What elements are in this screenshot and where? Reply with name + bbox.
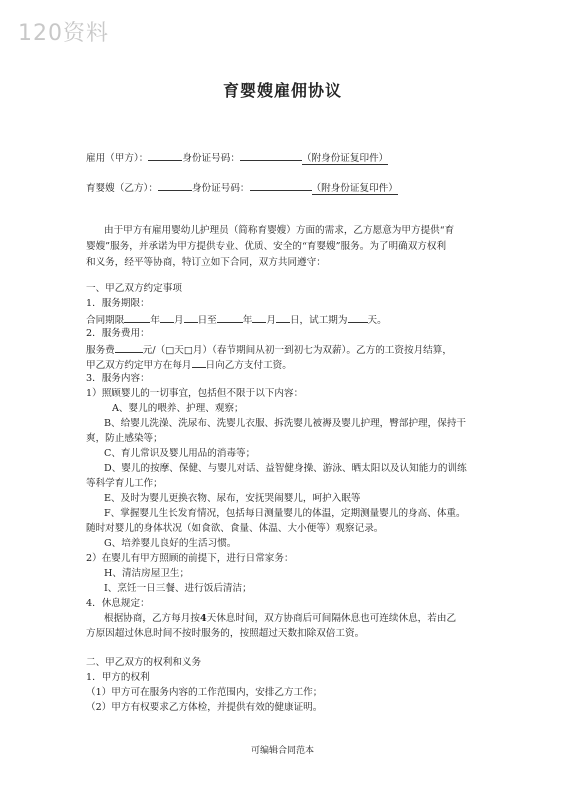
fee-blank-day — [192, 357, 206, 368]
content-item-g: G、培养婴儿良好的生活习惯。 — [104, 538, 237, 549]
term-text-c: 月 — [173, 315, 184, 326]
term-blank-day-start — [184, 312, 198, 323]
term-text-f: 月 — [266, 315, 276, 326]
page-footer: 可编辑合同范本 — [250, 746, 314, 756]
content-item-e: E、及时为婴儿更换衣物、尿布，安抚哭闹婴儿，呵护入眠等 — [104, 493, 361, 504]
content-item-d-line-1: D、婴儿的按摩、保健、与婴儿对话、益智健身操、游泳、晒太阳以及认知能力的训练 — [104, 463, 467, 474]
content-item-c: C、育儿常识及婴儿用品的消毒等； — [104, 448, 256, 459]
rest-line-2: 方原因超过休息时间不按时服务的，按照超过天数扣除双倍工资。 — [86, 628, 365, 639]
party-b-line — [86, 180, 398, 195]
fee-text-b: 元/（□天□月）（春节期间从初一到初七为双薪）。乙方的工资按月结算， — [142, 345, 452, 356]
rest-text-a: 根据协商，乙方每月按 — [104, 613, 200, 624]
party-b-id-note: （附身份证复印件） — [311, 183, 398, 194]
party-a-line — [86, 150, 388, 165]
party-a-id-label: 身份证号码： — [182, 153, 240, 164]
intro-line-3: 和义务，经平等协商，特订立如下合同，双方共同遵守： — [86, 257, 326, 268]
term-text-h: 天。 — [367, 315, 387, 326]
term-text-b: 年 — [150, 315, 160, 326]
content-item-f-line-1: F、掌握婴儿生长发育情况，包括每日测量婴儿的体温，定期测量婴儿的身高、体重。 — [104, 508, 466, 519]
term-line — [86, 312, 387, 327]
party-b-label: 育婴嫂（乙方）： — [86, 183, 158, 194]
content-item-f-line-2: 随时对婴儿的身体状况（如食欲、食量、体温、大小便等）观察记录。 — [86, 523, 384, 534]
party-b-id-label: 身份证号码： — [191, 183, 250, 194]
term-blank-trial — [348, 312, 368, 323]
term-blank-month-start — [160, 312, 174, 323]
content-item-a: A、婴儿的喂养、护理、观察； — [112, 403, 244, 414]
content-item-i: I、烹饪一日三餐、进行饭后清洁； — [104, 583, 252, 594]
party-b-id-blank — [250, 180, 312, 191]
term-blank-year-start — [124, 312, 150, 323]
fee-blank-amount — [115, 342, 143, 353]
fee-line-1 — [86, 342, 452, 357]
fee-text-c: 甲乙双方约定甲方在每月 — [86, 360, 192, 371]
term-blank-month-end — [252, 312, 266, 323]
term-blank-day-end — [276, 312, 290, 323]
party-a-id-note: （附身份证复印件） — [301, 153, 389, 164]
term-text-a: 合同期限 — [86, 315, 125, 326]
content-p1: 1）照顾婴儿的一切事宜，包括但不限于以下内容： — [86, 388, 304, 399]
term-text-g: 日，试工期为 — [289, 315, 348, 326]
content-p2: 2）在婴儿有甲方照顾的前提下，进行日常家务： — [86, 553, 294, 564]
party-a-label: 雇用（甲方）： — [86, 153, 149, 164]
intro-line-1: 由于甲方有雇用婴幼儿护理员（简称育婴嫂）方面的需求，乙方愿意为甲方提供“育 — [104, 225, 455, 236]
term-blank-year-end — [217, 312, 243, 323]
term-text-e: 年 — [242, 315, 253, 326]
watermark: 120资料 — [18, 21, 109, 46]
intro-line-2: 婴嫂”服务，并承诺为甲方提供专业、优质、安全的“育婴嫂”服务。为了明确双方权利 — [86, 241, 447, 252]
term-heading: 1．服务期限： — [86, 298, 150, 309]
section2-heading: 二、甲乙双方的权利和义务 — [86, 657, 202, 668]
rest-heading: 4．休息规定： — [86, 598, 150, 609]
party-a-id-blank — [240, 150, 302, 161]
rest-text-b: 天休息时间，双方协商后可间隔休息也可连续休息，若由乙 — [206, 613, 457, 624]
fee-text-a: 服务费 — [86, 345, 115, 356]
content-item-b-line-1: B、给婴儿洗澡、洗尿布、洗婴儿衣服、拆洗婴儿被褥及婴儿护理，臀部护理，保持干 — [104, 418, 467, 429]
content-item-h: H、清洁房屋卫生； — [104, 568, 190, 579]
content-item-d-line-2: 等科学育儿工作； — [86, 478, 163, 489]
party-a-name-blank — [148, 150, 182, 161]
section2-right-1: （1）甲方可在服务内容的工作范围内，安排乙方工作； — [86, 687, 323, 698]
document-title: 育婴嫂雇佣协议 — [222, 81, 342, 100]
content-item-b-line-2: 爽，防止感染等； — [86, 433, 163, 444]
section2-sub: 1．甲方的权利 — [86, 672, 150, 683]
fee-line-2 — [86, 357, 292, 372]
rest-line-1 — [104, 612, 456, 625]
section2-right-2: （2）甲方有权要求乙方体检，并提供有效的健康证明。 — [86, 702, 323, 713]
section1-heading: 一、甲乙双方约定事项 — [86, 283, 182, 294]
party-b-name-blank — [158, 180, 192, 191]
term-text-d: 日至 — [197, 315, 217, 326]
fee-heading: 2．服务费用： — [86, 328, 150, 339]
rest-days-number: 4 — [199, 613, 207, 624]
content-heading: 3．服务内容： — [86, 373, 150, 384]
fee-text-d: 日向乙方支付工资。 — [205, 360, 292, 371]
